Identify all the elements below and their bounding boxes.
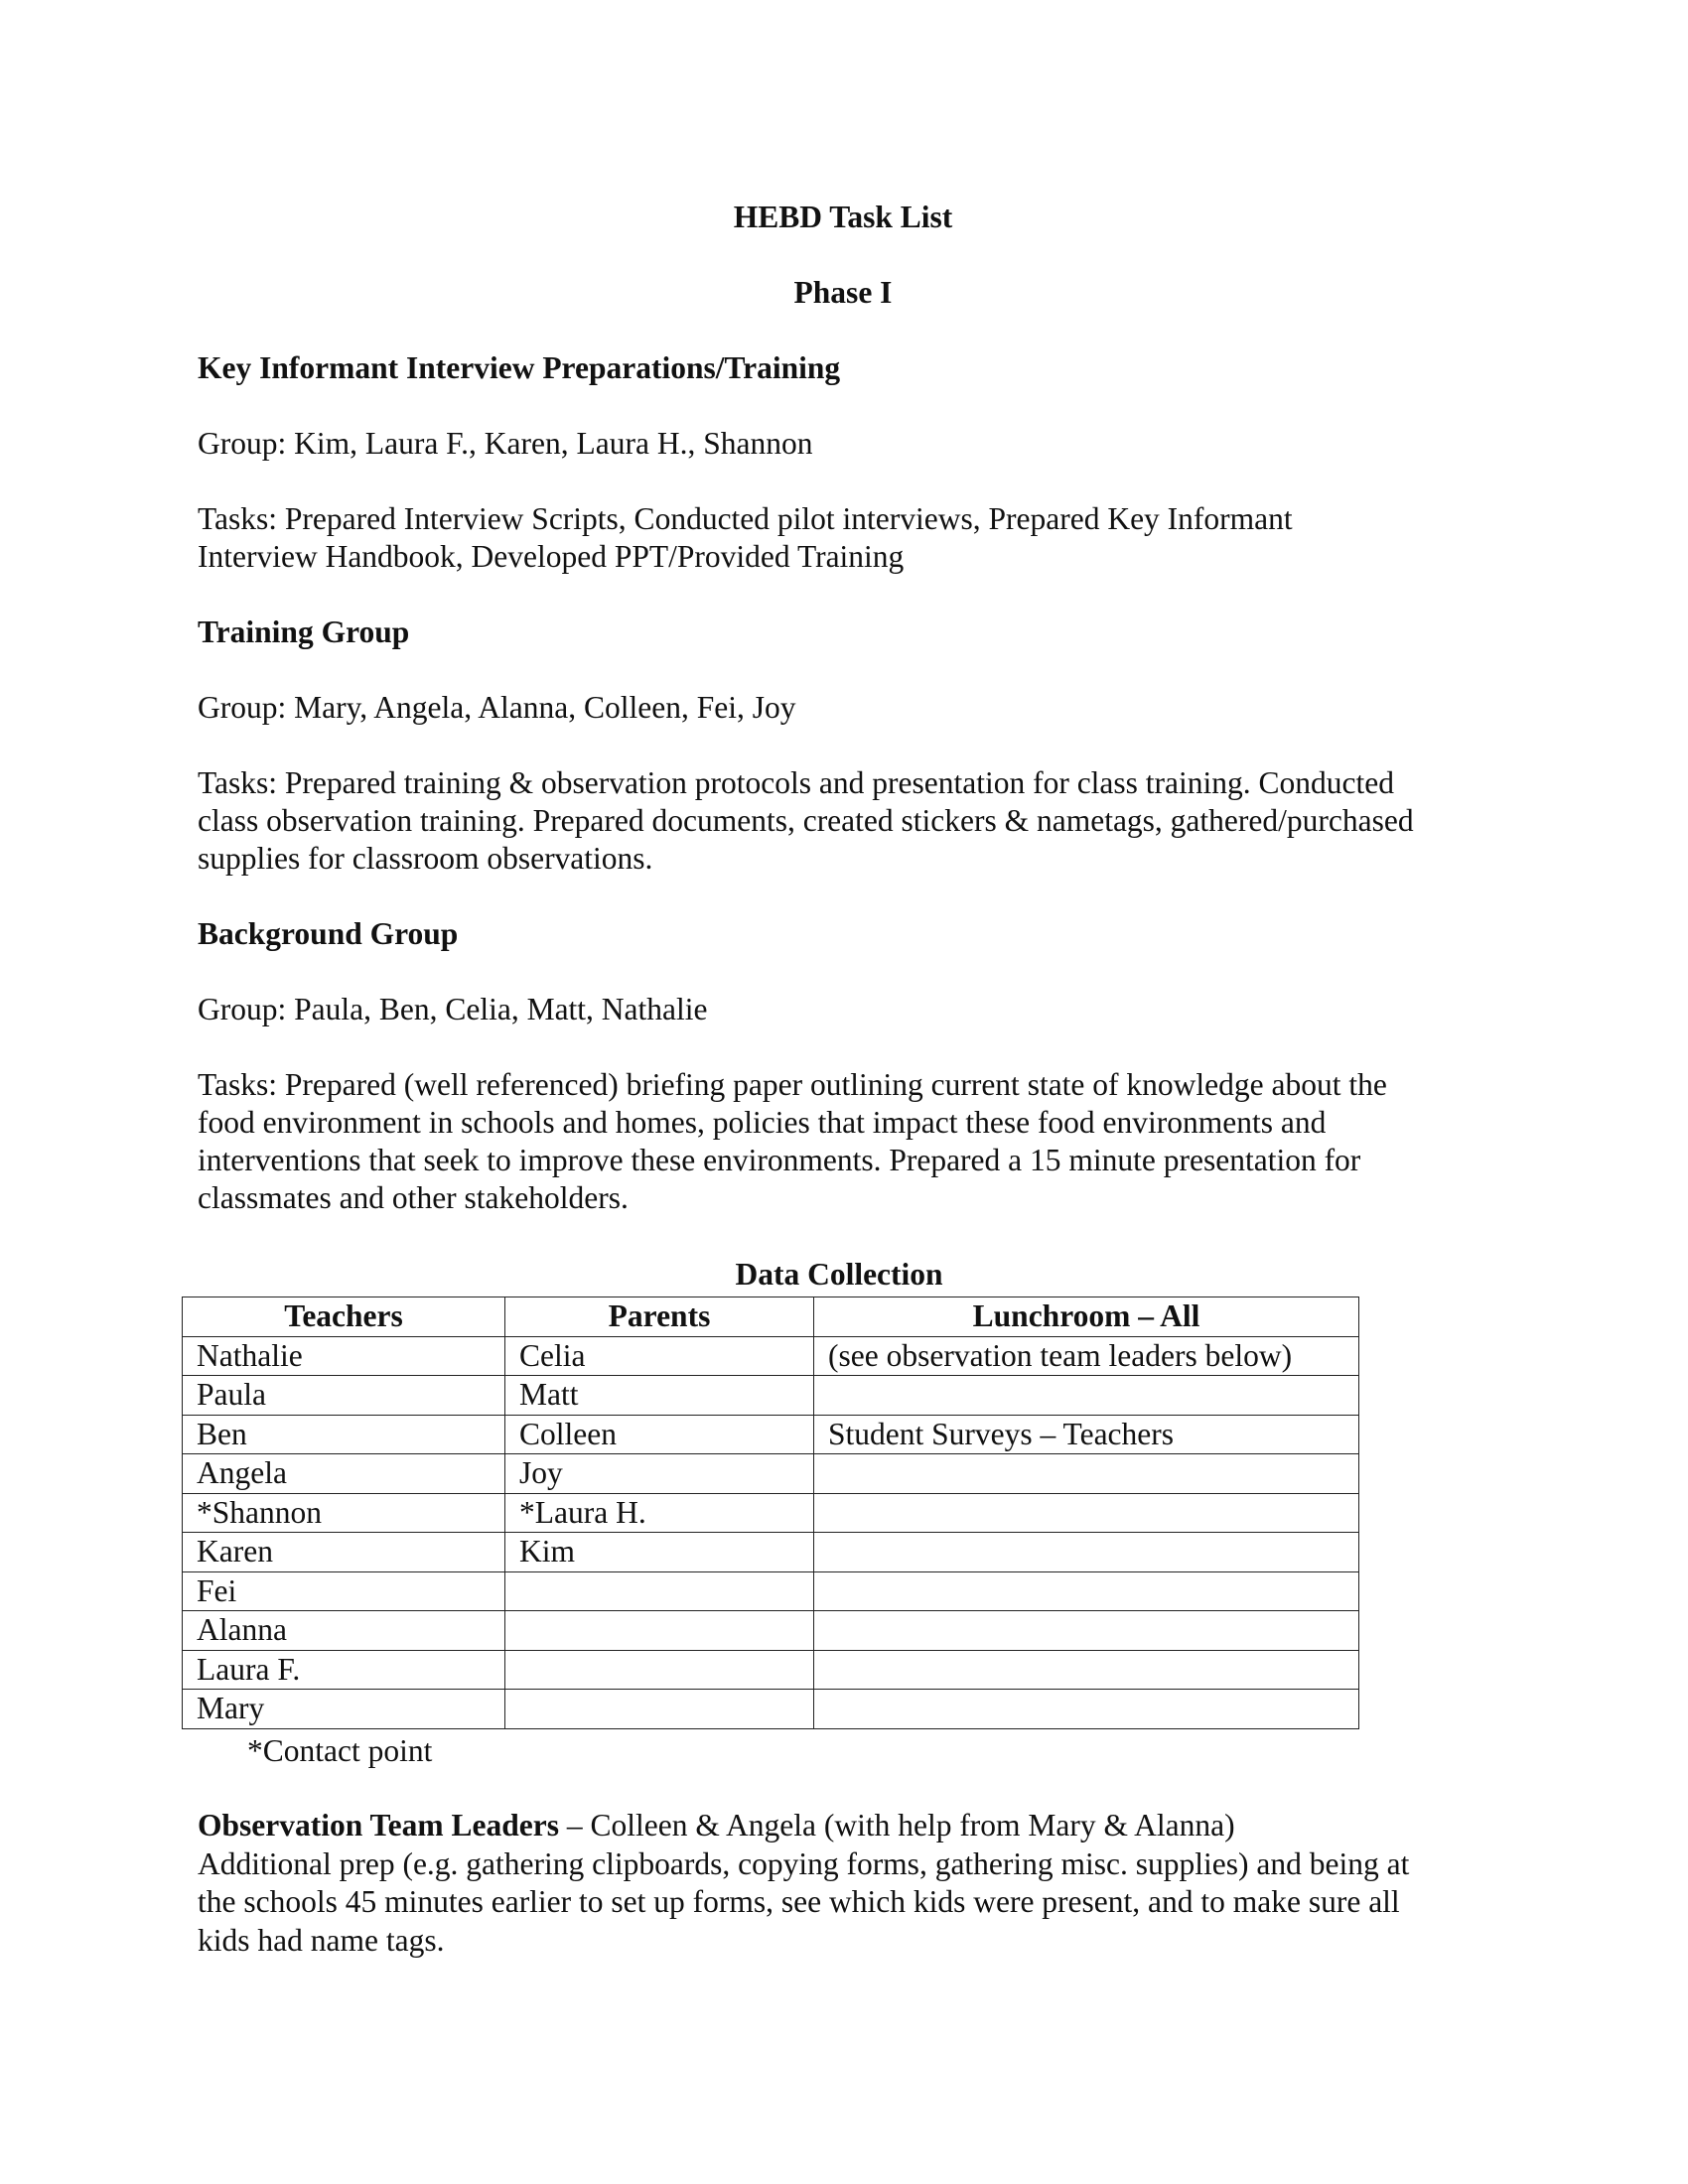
column-header-lunchroom: Lunchroom – All [814,1297,1359,1337]
tasks-line: Tasks: Prepared training & observation protocols and presentation for class training. Conducted [198,765,1394,800]
table-cell: Matt [505,1376,814,1416]
observation-line: kids had name tags. [198,1922,445,1958]
table-cell: Paula [183,1376,505,1416]
observation-heading-rest: – Colleen & Angela (with help from Mary & Alanna) [559,1808,1235,1843]
data-collection-title: Data Collection [735,1257,943,1292]
table-cell: Celia [505,1336,814,1376]
table-cell: Laura F. [183,1650,505,1690]
table-cell: Angela [183,1454,505,1494]
section-group-key-informant: Group: Kim, Laura F., Karen, Laura H., Shannon [198,426,813,461]
section-heading-key-informant: Key Informant Interview Preparations/Training [198,350,841,385]
observation-heading-line [198,1807,1508,1845]
table-cell: Mary [183,1690,505,1729]
table-cell: Alanna [183,1611,505,1651]
table-cell: Nathalie [183,1336,505,1376]
table-cell: Kim [505,1533,814,1572]
observation-heading: Observation Team Leaders [198,1808,560,1843]
table-cell: Fei [183,1571,505,1611]
table-row [183,1533,1359,1572]
observation-line: Additional prep (e.g. gathering clipboards, copying forms, gathering misc. supplies) and being at [198,1845,1410,1881]
table-row [183,1571,1359,1611]
table-cell: *Laura H. [505,1493,814,1533]
tasks-line: Tasks: Prepared Interview Scripts, Conducted pilot interviews, Prepared Key Informant [198,501,1293,536]
table-header-row [183,1297,1359,1337]
table-cell [505,1611,814,1651]
section-group-background: Group: Paula, Ben, Celia, Matt, Nathalie [198,992,708,1026]
section-tasks-key-informant [198,500,1488,576]
tasks-line: interventions that seek to improve these environments. Prepared a 15 minute presentation for [198,1143,1361,1177]
table-row [183,1415,1359,1454]
table-cell: Karen [183,1533,505,1572]
table-cell [505,1650,814,1690]
document-body [198,199,1488,1255]
tasks-line: class observation training. Prepared documents, created stickers & nametags, gathered/purchased [198,803,1414,838]
section-tasks-background [198,1066,1488,1217]
table-cell [814,1611,1359,1651]
table-cell [505,1571,814,1611]
table-cell: *Shannon [183,1493,505,1533]
table-footnote: *Contact point [247,1733,433,1768]
table-row [183,1493,1359,1533]
observation-line: the schools 45 minutes earlier to set up forms, see which kids were present, and to make sure all [198,1884,1400,1919]
table-cell [814,1454,1359,1494]
document-title: HEBD Task List [733,200,953,234]
section-heading-background: Background Group [198,916,459,951]
table-cell: Joy [505,1454,814,1494]
table-cell: Ben [183,1415,505,1454]
tasks-line: Interview Handbook, Developed PPT/Provided Training [198,539,905,574]
data-collection-table [182,1297,1359,1729]
table-cell [505,1690,814,1729]
table-cell: (see observation team leaders below) [814,1336,1359,1376]
table-row [183,1336,1359,1376]
table-cell [814,1533,1359,1572]
table-cell [814,1650,1359,1690]
section-heading-training: Training Group [198,614,410,649]
document-subtitle: Phase I [793,275,893,310]
column-header-teachers: Teachers [183,1297,505,1337]
table-row [183,1611,1359,1651]
tasks-line: classmates and other stakeholders. [198,1180,629,1215]
tasks-line: supplies for classroom observations. [198,841,653,876]
table-row [183,1650,1359,1690]
table-cell [814,1690,1359,1729]
table-cell: Colleen [505,1415,814,1454]
observation-section [198,1807,1508,1960]
section-tasks-training [198,764,1488,878]
table-cell: Student Surveys – Teachers [814,1415,1359,1454]
tasks-line: food environment in schools and homes, policies that impact these food environments and [198,1105,1327,1140]
table-row [183,1454,1359,1494]
table-row [183,1376,1359,1416]
tasks-line: Tasks: Prepared (well referenced) briefing paper outlining current state of knowledge about the [198,1067,1387,1102]
table-cell [814,1493,1359,1533]
section-group-training: Group: Mary, Angela, Alanna, Colleen, Fei, Joy [198,690,796,725]
column-header-parents: Parents [505,1297,814,1337]
table-cell [814,1571,1359,1611]
table-cell [814,1376,1359,1416]
table-row [183,1690,1359,1729]
